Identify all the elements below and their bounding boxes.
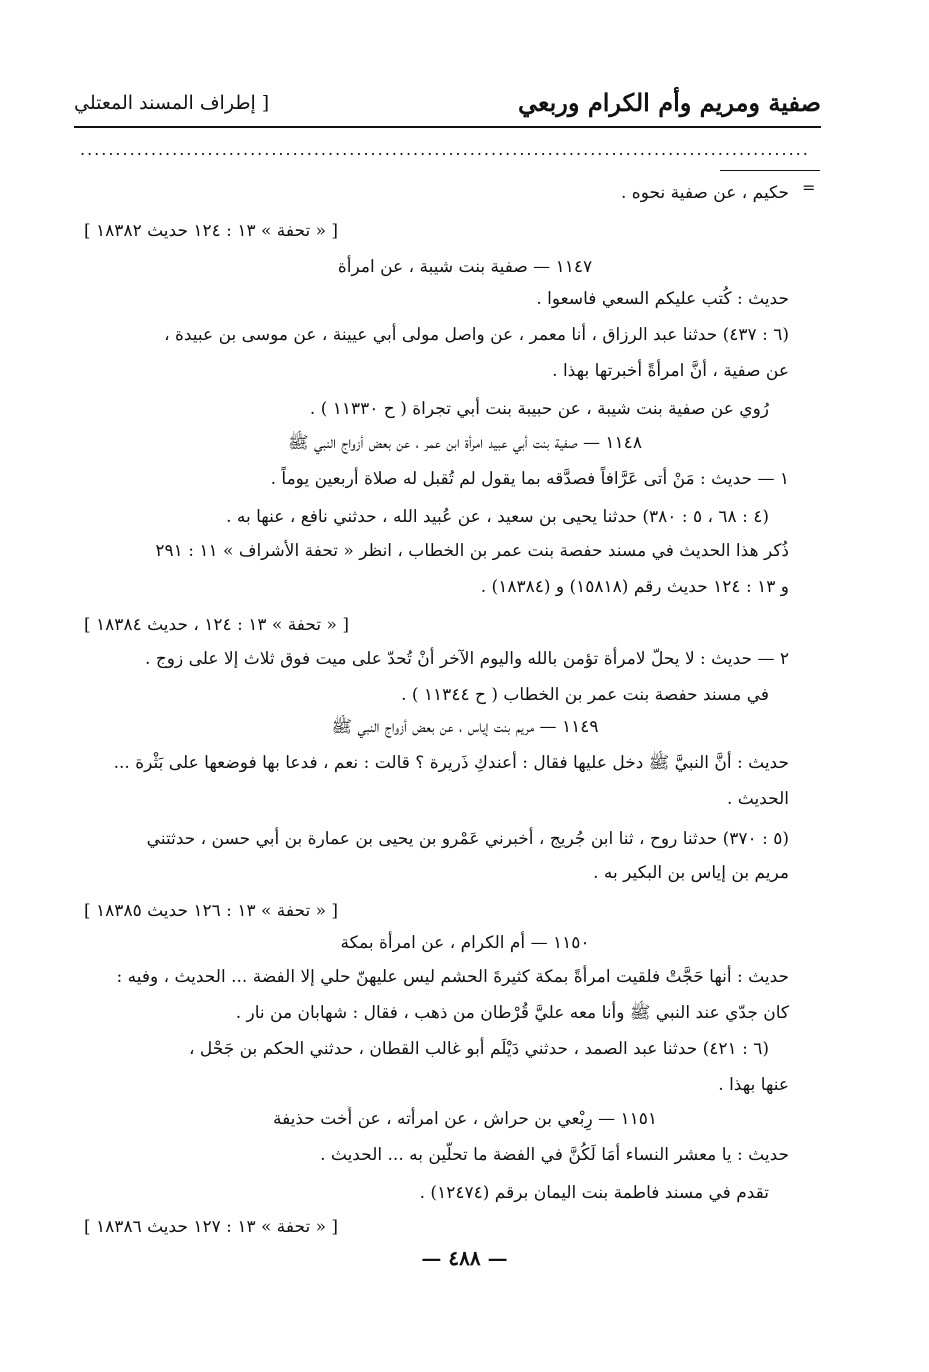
reference-line: [ « تحفة » ١٣ : ١٢٦ حديث ١٨٣٨٥ ] xyxy=(84,901,339,921)
entry-heading: ١١٤٧ — صفية بنت شيبة ، عن امرأة xyxy=(337,257,593,277)
reference-line: [ « تحفة » ١٣ : ١٢٤ حديث ١٨٣٨٢ ] xyxy=(84,221,339,241)
page-number: — ٤٨٨ — xyxy=(421,1246,508,1270)
text-line: الحديث . xyxy=(726,789,789,809)
text-line: حديث : أنَّ النبيَّ ﷺ دخل عليها فقال : أعندكِ ذَريرة ؟ قالت : نعم ، فدعا بها فوضعها على بَثْرة ... xyxy=(113,753,789,773)
text-line: (٥ : ٣٧٠) حدثنا روح ، ثنا ابن جُريج ، أخبرني عَمْرو بن يحيى بن عمارة بن أبي حسن ، حدثتني xyxy=(146,829,789,849)
running-header-title: صفية ومريم وأم الكرام وربعي xyxy=(518,88,821,117)
footnote-continuation-mark: = xyxy=(802,178,816,197)
entry-heading: ١١٤٩ — مريم بنت إياس ، عن بعض أزواج النبي ﷺ xyxy=(331,717,599,737)
text-line: كان جدّي عند النبي ﷺ وأنا معه عليَّ قُرْطان من ذهب ، فقال : شهابان من نار . xyxy=(235,1003,789,1023)
running-header-book: [ إطراف المسند المعتلي xyxy=(74,92,270,114)
reference-line: [ « تحفة » ١٣ : ١٢٤ ، حديث ١٨٣٨٤ ] xyxy=(84,615,349,635)
text-line: حديث : كُتب عليكم السعي فاسعوا . xyxy=(536,289,789,309)
dotted-separator: ....................................................................................................... xyxy=(80,140,810,159)
text-line: (٦ : ٤٢١) حدثنا عبد الصمد ، حدثني دَيْلَم أبو غالب القطان ، حدثني الحكم بن جَحْل ، xyxy=(188,1039,769,1059)
text-line: حديث : يا معشر النساء أمَا لَكُنَّ في الفضة ما تحلّين به ... الحديث . xyxy=(320,1145,789,1165)
text-line: ذُكر هذا الحديث في مسند حفصة بنت عمر بن الخطاب ، انظر « تحفة الأشراف » ١١ : ٢٩١ xyxy=(155,541,789,561)
text-line: حكيم ، عن صفية نحوه . xyxy=(620,183,789,203)
text-line: عن صفية ، أنَّ امرأةً أخبرتها بهذا . xyxy=(552,361,789,381)
text-line: في مسند حفصة بنت عمر بن الخطاب ( ح ١١٣٤٤ ) . xyxy=(401,685,769,705)
footnote-rule xyxy=(720,170,820,171)
entry-heading: ١١٥١ — رِبْعي بن حراش ، عن امرأته ، عن أُخت حذيفة xyxy=(272,1109,658,1129)
text-line: تقدم في مسند فاطمة بنت اليمان برقم (١٢٤٧٤) . xyxy=(419,1183,769,1203)
entry-heading: ١١٤٨ — صفية بنت أبي عبيد امرأة ابن عمر ، عن بعض أزواج النبي ﷺ xyxy=(288,433,642,453)
text-line: رُوي عن صفية بنت شيبة ، عن حبيبة بنت أبي تجراة ( ح ١١٣٣٠ ) . xyxy=(309,399,769,419)
text-line: و ١٣ : ١٢٤ حديث رقم (١٥٨١٨) و (١٨٣٨٤) . xyxy=(480,577,789,597)
text-line: ٢ — حديث : لا يحلّ لامرأة تؤمن بالله واليوم الآخر أنْ تُحدّ على ميت فوق ثلاث إلا على زوج . xyxy=(145,649,789,669)
text-line: (٤ : ٦٨ ، ٥ : ٣٨٠) حدثنا يحيى بن سعيد ، عن عُبيد الله ، حدثني نافع ، عنها به . xyxy=(226,507,769,527)
text-line: (٦ : ٤٣٧) حدثنا عبد الرزاق ، أنا معمر ، عن واصل مولى أبي عيينة ، عن موسى بن عبيدة ، xyxy=(164,325,789,345)
text-line: عنها بهذا . xyxy=(718,1075,789,1095)
reference-line: [ « تحفة » ١٣ : ١٢٧ حديث ١٨٣٨٦ ] xyxy=(84,1217,339,1237)
header-rule xyxy=(74,126,821,128)
entry-heading: ١١٥٠ — أم الكرام ، عن امرأة بمكة xyxy=(340,933,590,953)
text-line: ١ — حديث : مَنْ أتى عَرَّافاً فصدَّقه بما يقول لم تُقبل له صلاة أربعين يوماً . xyxy=(270,469,789,489)
text-line: مريم بن إياس بن البكير به . xyxy=(593,863,789,883)
text-line: حديث : أنها حَجَّتْ فلقيت امرأةً بمكة كثيرةَ الحشم ليس عليهنّ حلي إلا الفضة ... الحديث ، وفيه : xyxy=(116,967,789,987)
